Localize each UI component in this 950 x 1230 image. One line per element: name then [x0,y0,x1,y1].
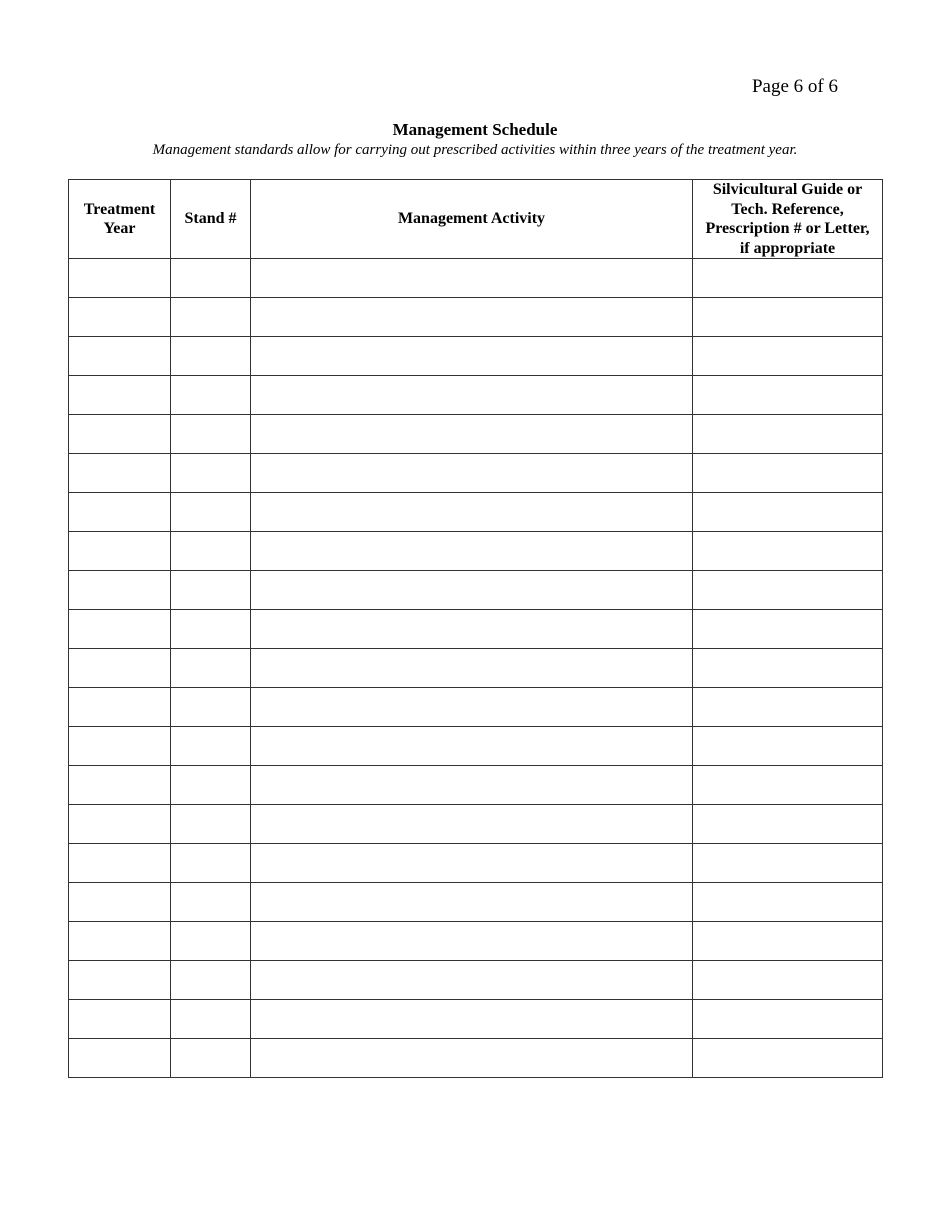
cell-treatment-year[interactable] [69,727,171,766]
cell-silvicultural-guide[interactable] [693,844,883,883]
cell-stand-number[interactable] [171,298,251,337]
cell-silvicultural-guide[interactable] [693,571,883,610]
cell-silvicultural-guide[interactable] [693,961,883,1000]
cell-stand-number[interactable] [171,610,251,649]
table-header-row [69,180,883,259]
cell-management-activity[interactable] [251,454,693,493]
cell-silvicultural-guide[interactable] [693,454,883,493]
table-row [69,805,883,844]
cell-treatment-year[interactable] [69,493,171,532]
cell-stand-number[interactable] [171,571,251,610]
cell-management-activity[interactable] [251,688,693,727]
cell-treatment-year[interactable] [69,610,171,649]
table-body [69,259,883,1078]
cell-silvicultural-guide[interactable] [693,1039,883,1078]
cell-stand-number[interactable] [171,844,251,883]
cell-treatment-year[interactable] [69,298,171,337]
cell-stand-number[interactable] [171,454,251,493]
cell-management-activity[interactable] [251,727,693,766]
cell-management-activity[interactable] [251,298,693,337]
table-row [69,376,883,415]
cell-silvicultural-guide[interactable] [693,337,883,376]
table-row [69,922,883,961]
table-row [69,298,883,337]
cell-management-activity[interactable] [251,922,693,961]
cell-treatment-year[interactable] [69,259,171,298]
cell-treatment-year[interactable] [69,337,171,376]
cell-treatment-year[interactable] [69,532,171,571]
cell-management-activity[interactable] [251,376,693,415]
cell-stand-number[interactable] [171,688,251,727]
cell-treatment-year[interactable] [69,1039,171,1078]
cell-management-activity[interactable] [251,337,693,376]
cell-management-activity[interactable] [251,610,693,649]
cell-management-activity[interactable] [251,259,693,298]
table-row [69,259,883,298]
cell-silvicultural-guide[interactable] [693,883,883,922]
cell-silvicultural-guide[interactable] [693,298,883,337]
cell-stand-number[interactable] [171,883,251,922]
cell-management-activity[interactable] [251,493,693,532]
cell-treatment-year[interactable] [69,454,171,493]
cell-silvicultural-guide[interactable] [693,1000,883,1039]
cell-stand-number[interactable] [171,961,251,1000]
table-row [69,571,883,610]
cell-management-activity[interactable] [251,532,693,571]
cell-management-activity[interactable] [251,1039,693,1078]
header-treatment-year: Treatment Year [69,180,171,259]
cell-silvicultural-guide[interactable] [693,610,883,649]
cell-management-activity[interactable] [251,883,693,922]
cell-silvicultural-guide[interactable] [693,493,883,532]
cell-management-activity[interactable] [251,805,693,844]
header-silvicultural-guide: Silvicultural Guide or Tech. Reference, Prescription # or Letter, if appropriate [693,180,883,259]
cell-stand-number[interactable] [171,766,251,805]
cell-silvicultural-guide[interactable] [693,532,883,571]
cell-management-activity[interactable] [251,1000,693,1039]
table-row [69,649,883,688]
cell-stand-number[interactable] [171,649,251,688]
table-row [69,766,883,805]
cell-silvicultural-guide[interactable] [693,649,883,688]
cell-treatment-year[interactable] [69,649,171,688]
cell-silvicultural-guide[interactable] [693,922,883,961]
cell-treatment-year[interactable] [69,844,171,883]
cell-silvicultural-guide[interactable] [693,766,883,805]
table-row [69,337,883,376]
header-management-activity: Management Activity [251,180,693,259]
cell-treatment-year[interactable] [69,805,171,844]
cell-silvicultural-guide[interactable] [693,688,883,727]
cell-stand-number[interactable] [171,376,251,415]
table-row [69,1000,883,1039]
cell-stand-number[interactable] [171,493,251,532]
cell-silvicultural-guide[interactable] [693,805,883,844]
table-row [69,688,883,727]
management-schedule-table [68,179,883,1078]
cell-stand-number[interactable] [171,1039,251,1078]
cell-management-activity[interactable] [251,415,693,454]
cell-treatment-year[interactable] [69,571,171,610]
cell-treatment-year[interactable] [69,961,171,1000]
cell-stand-number[interactable] [171,727,251,766]
table-row [69,727,883,766]
page-title: Management Schedule [392,120,558,139]
cell-treatment-year[interactable] [69,688,171,727]
table-row [69,961,883,1000]
table-row [69,493,883,532]
table-row [69,610,883,649]
cell-silvicultural-guide[interactable] [693,259,883,298]
page-subtitle: Management standards allow for carrying out prescribed activities within three years of the treatment year. [152,142,798,158]
table-row [69,883,883,922]
header-stand-number: Stand # [171,180,251,259]
cell-stand-number[interactable] [171,922,251,961]
cell-stand-number[interactable] [171,337,251,376]
cell-management-activity[interactable] [251,961,693,1000]
cell-silvicultural-guide[interactable] [693,376,883,415]
cell-stand-number[interactable] [171,532,251,571]
cell-treatment-year[interactable] [69,376,171,415]
cell-stand-number[interactable] [171,259,251,298]
cell-treatment-year[interactable] [69,922,171,961]
cell-management-activity[interactable] [251,766,693,805]
cell-stand-number[interactable] [171,415,251,454]
cell-treatment-year[interactable] [69,766,171,805]
page-number: Page 6 of 6 [751,76,838,97]
cell-management-activity[interactable] [251,844,693,883]
table-row [69,1039,883,1078]
cell-treatment-year[interactable] [69,883,171,922]
table-row [69,844,883,883]
cell-silvicultural-guide[interactable] [693,727,883,766]
cell-management-activity[interactable] [251,649,693,688]
table-row [69,454,883,493]
cell-stand-number[interactable] [171,805,251,844]
cell-silvicultural-guide[interactable] [693,415,883,454]
cell-stand-number[interactable] [171,1000,251,1039]
table-row [69,532,883,571]
table-row [69,415,883,454]
cell-management-activity[interactable] [251,571,693,610]
cell-treatment-year[interactable] [69,415,171,454]
cell-treatment-year[interactable] [69,1000,171,1039]
